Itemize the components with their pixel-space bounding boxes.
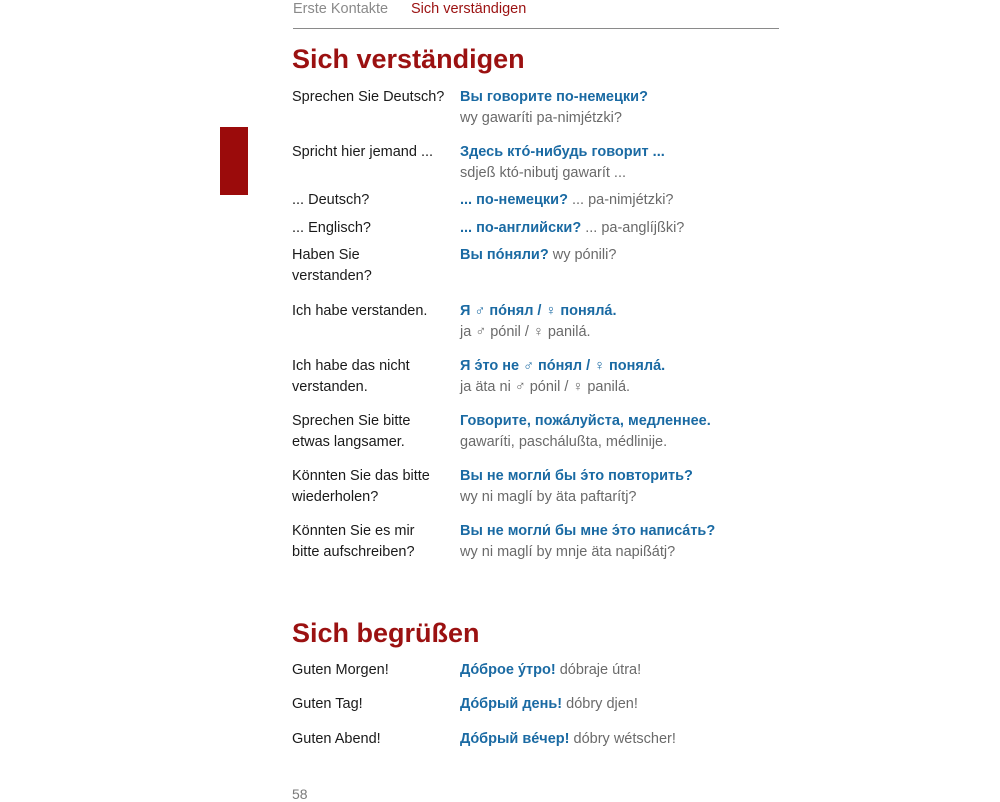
german-phrase: Spricht hier jemand ...: [292, 144, 434, 160]
german-phrase: Guten Morgen!: [292, 662, 389, 678]
german-phrase: Ich habe verstanden.: [292, 303, 428, 319]
russian-phrase: ... по-немецки?: [460, 192, 568, 208]
german-phrase: Könnten Sie das bitte wiederholen?: [292, 468, 430, 505]
russian-phrase: Дóбрый день!: [460, 696, 563, 712]
transliteration: dóbry djen!: [566, 696, 638, 712]
german-phrase: Guten Abend!: [292, 731, 381, 747]
page-number: 58: [292, 786, 308, 802]
german-phrase: Ich habe das nicht verstanden.: [292, 358, 410, 395]
transliteration: ja äta ni ♂ pónil / ♀ panilá.: [460, 378, 631, 395]
section-title-begruessen: Sich begrüßen: [292, 618, 480, 648]
russian-phrase: Вы пóняли?: [460, 247, 549, 263]
running-header: [293, 0, 779, 29]
russian-phrase: Дóброе у́тро!: [460, 662, 556, 678]
transliteration: wy ni maglí by äta paftarítj?: [460, 488, 637, 505]
transliteration: ... pa-anglíjßki?: [585, 220, 685, 236]
german-phrase: Haben Sie verstanden?: [292, 247, 372, 284]
transliteration: dóbraje útra!: [559, 662, 642, 678]
russian-phrase: ... по-английски?: [460, 220, 582, 236]
russian-phrase: Вы не могли́ бы мне э́то написáть?: [460, 523, 716, 539]
german-phrase: Könnten Sie es mir bitte aufschreiben?: [292, 523, 415, 560]
chapter-tab-marker: [220, 127, 248, 195]
transliteration: ... pa-nimjétzki?: [571, 192, 674, 208]
section-label: Sich verständigen: [411, 1, 527, 17]
german-phrase: ... Englisch?: [292, 220, 371, 236]
transliteration: wy pónili?: [552, 247, 617, 263]
russian-phrase: Вы не могли́ бы э́то повторить?: [460, 468, 693, 484]
russian-phrase: Здесь ктó-нибудь говорит ...: [460, 144, 665, 160]
german-phrase: Sprechen Sie Deutsch?: [292, 89, 445, 105]
transliteration: sdjeß któ-nibutj gawarít ...: [460, 164, 627, 181]
transliteration: dóbry wétscher!: [573, 731, 676, 747]
transliteration: wy gawaríti pa-nimjétzki?: [460, 109, 622, 126]
transliteration: gawaríti, paschálußta, médlinije.: [460, 433, 668, 450]
german-phrase: Guten Tag!: [292, 696, 363, 712]
russian-phrase: Я э́то не ♂ пóнял / ♀ понялá.: [460, 358, 666, 374]
russian-phrase: Дóбрый вéчер!: [460, 731, 570, 747]
section-title-verstaendigen: Sich verständigen: [292, 44, 525, 74]
russian-phrase: Вы говорите по-немецки?: [460, 89, 648, 105]
russian-phrase: Говорите, пожáлуйста, медленнее.: [460, 413, 711, 429]
russian-phrase: Я ♂ пóнял / ♀ понялá.: [460, 303, 617, 319]
german-phrase: ... Deutsch?: [292, 192, 370, 208]
transliteration: ja ♂ pónil / ♀ panilá.: [460, 323, 591, 340]
transliteration: wy ni maglí by mnje äta napißátj?: [460, 543, 676, 560]
chapter-label: Erste Kontakte: [293, 1, 389, 17]
german-phrase: Sprechen Sie bitte etwas langsamer.: [292, 413, 411, 450]
